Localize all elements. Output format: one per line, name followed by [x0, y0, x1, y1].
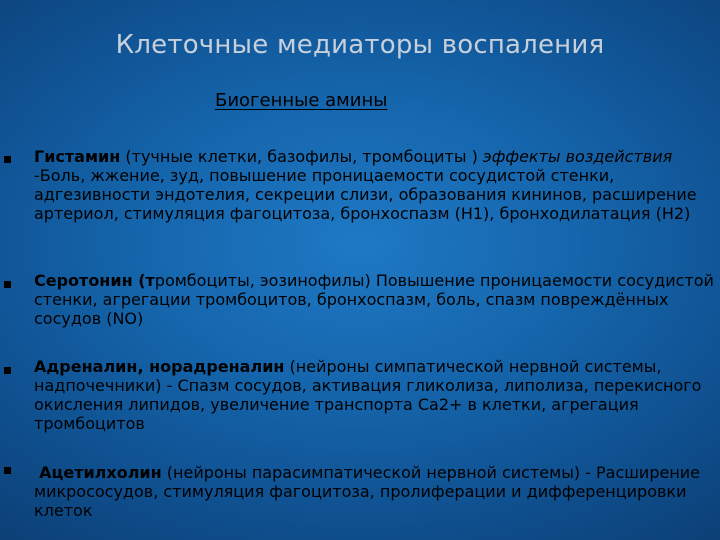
bullet-marker: [4, 367, 11, 374]
list-item-acetylcholine: [34, 463, 718, 520]
item-term: Ацетилхолин: [39, 463, 162, 482]
item-effects-label: эффекты воздействия: [482, 147, 673, 166]
item-term: Адреналин, норадреналин: [34, 357, 285, 376]
item-term: Серотонин (т: [34, 271, 155, 290]
slide-title: Клеточные медиаторы воспаления: [115, 30, 605, 60]
list-item-histamine: [34, 147, 718, 223]
item-text: -Боль, жжение, зуд, повышение проницаемости сосудистой стенки, адгезивности эндотелия, секреции слизи, образования кининов, расширение артериол, стимуляция фагоцитоза, бронхоспазм (Н1), бронходилатация (Н2): [34, 166, 697, 223]
item-text: (нейроны симпатической нервной системы, надпочечники) - Спазм сосудов, активация гликолиза, липолиза, перекисного окисления липидов, увеличение транспорта Са2+ в клетки, агрегация тромбоцитов: [34, 357, 702, 433]
bullet-marker: [4, 281, 11, 288]
bullet-marker: [4, 156, 11, 163]
item-source: (тучные клетки, базофилы, тромбоциты ): [120, 147, 483, 166]
item-text: ромбоциты, эозинофилы) Повышение проницаемости сосудистой стенки, агрегации тромбоцитов, бронхоспазм, боль, спазм повреждённых сосудов (NO): [34, 271, 714, 328]
bullet-marker: [4, 467, 11, 474]
list-item-adrenaline: [34, 357, 718, 433]
item-term: Гистамин: [34, 147, 121, 166]
item-text: (нейроны парасимпатической нервной системы) - Расширение микрососудов, стимуляция фагоцитоза, пролиферации и дифференцировки клеток: [34, 463, 701, 520]
list-item-serotonin: [34, 271, 718, 328]
slide-subtitle: Биогенные амины: [215, 90, 388, 111]
